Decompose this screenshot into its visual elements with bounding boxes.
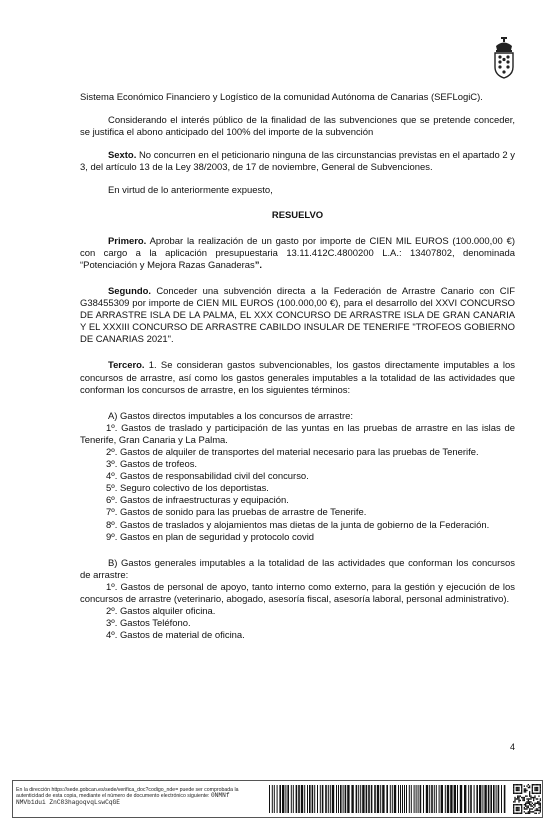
list-item: 3º. Gastos de trofeos.: [106, 459, 198, 471]
list-item: 5º. Seguro colectivo de los deportistas.: [106, 483, 269, 495]
list-item: 3º. Gastos Teléfono.: [106, 618, 191, 630]
list-item: 2º. Gastos alquiler oficina.: [106, 606, 216, 618]
verification-footer: [12, 780, 543, 818]
resuelvo-heading: RESUELVO: [271, 209, 324, 221]
list-item: 8º. Gastos de traslados y alojamientos mas dietas de la junta de gobierno de la Federación.: [106, 519, 490, 531]
canarias-crest-icon: [493, 37, 515, 79]
list-item: 6º. Gastos de infraestructuras y equipación.: [106, 495, 289, 507]
list-a-title: A) Gastos directos imputables a los concursos de arrastre:: [108, 410, 353, 422]
segundo-text: Conceder una subvención directa a la Federación de Arrastre Canario con CIF G38455309 por importe de CIEN MIL EUROS (100.000,00 €), para el desarrollo del XXVI CONCURSO DE ARRASTRE ISLA DE LA PALMA, EL XXX CONCURSO DE ARRASTRE ISLA DE GRAN CANARIA Y EL XXXIII CONCURSO DE ARRASTRE CABILDO INSULAR DE TENERIFE "TROFEOS GOBIERNO DE CANARIAS 2021".: [80, 285, 515, 346]
paragraph-en-virtud: En virtud de lo anteriormente expuesto,: [108, 185, 273, 197]
tercero-label: Tercero.: [108, 360, 145, 372]
segundo-label: Segundo.: [108, 285, 151, 297]
primero-label: Primero.: [108, 235, 147, 247]
list-item: 9º. Gastos en plan de seguridad y protocolo covid: [106, 531, 315, 543]
list-item: 1º. Gastos de personal de apoyo, tanto interno como externo, para la gestión y ejecución de los concursos de arrastre (veterinario, abogado, asesoría fiscal, asesoría laboral, personal administrativo).: [80, 581, 515, 605]
paragraph-sexto: [80, 150, 515, 174]
paragraph-segundo: [80, 286, 515, 346]
list-item: 1º. Gastos de traslado y participación de las yuntas en las pruebas de arrastre en las islas de Tenerife, Gran Canaria y La Palma.: [80, 422, 515, 446]
paragraph-seflogic: Sistema Económico Financiero y Logístico de la comunidad Autónoma de Canarias (SEFLogiC).: [80, 92, 483, 103]
document-body: [80, 92, 515, 642]
qr-code-icon: [513, 784, 541, 814]
verification-code: 0NMNf NMVb1dui ZnC83hagoqvqLswCqGE: [16, 792, 230, 806]
paragraph-tercero: [80, 360, 515, 396]
list-item: 7º. Gastos de sonido para las pruebas de arrastre de Tenerife.: [106, 507, 367, 519]
sexto-text: No concurren en el peticionario ninguna de las circunstancias previstas en el apartado 2 y 3, del artículo 13 de la Ley 38/2003, de 17 de noviembre, General de Subvenciones.: [80, 150, 515, 174]
paragraph-considerando: Considerando el interés público de la finalidad de las subvenciones que se pretende conceder, se justifica el abono anticipado del 100% del importe de la subvención: [80, 115, 515, 139]
list-item: 2º. Gastos de alquiler de transportes del material necesario para las pruebas de Tenerife.: [106, 446, 479, 458]
primero-text: Aprobar la realización de un gasto por importe de CIEN MIL EUROS (100.000,00 €) con cargo a la aplicación presupuestaria 13.11.412C.4800200 L.A.: 13407802, denominada “Potenciación y Mejora Razas Ganaderas: [80, 235, 515, 271]
list-item: 4º. Gastos de responsabilidad civil del concurso.: [106, 471, 309, 483]
list-b-title: B) Gastos generales imputables a la totalidad de las actividades que conforman los concursos de arrastre:: [80, 557, 515, 581]
barcode-icon: [269, 785, 506, 813]
verification-text: [16, 787, 256, 806]
tercero-text: 1. Se consideran gastos subvencionables, los gastos directamente imputables a los concursos de arrastre, así como los gastos generales imputables a la totalidad de las actividades que conforman los concursos de arrastre, en los siguientes términos:: [80, 360, 515, 396]
page-number: 4: [510, 742, 516, 752]
primero-end: ”.: [254, 259, 263, 271]
verification-instructions: En la dirección https://sede.gobcan.es/sede/verifica_doc?codigo_nde= puede ser comprobada la autenticidad de esta copia, mediante el número de documento electrónico siguiente:: [16, 787, 239, 800]
sexto-label: Sexto.: [108, 150, 137, 162]
list-item: 4º. Gastos de material de oficina.: [106, 630, 245, 642]
paragraph-primero: [80, 236, 515, 272]
